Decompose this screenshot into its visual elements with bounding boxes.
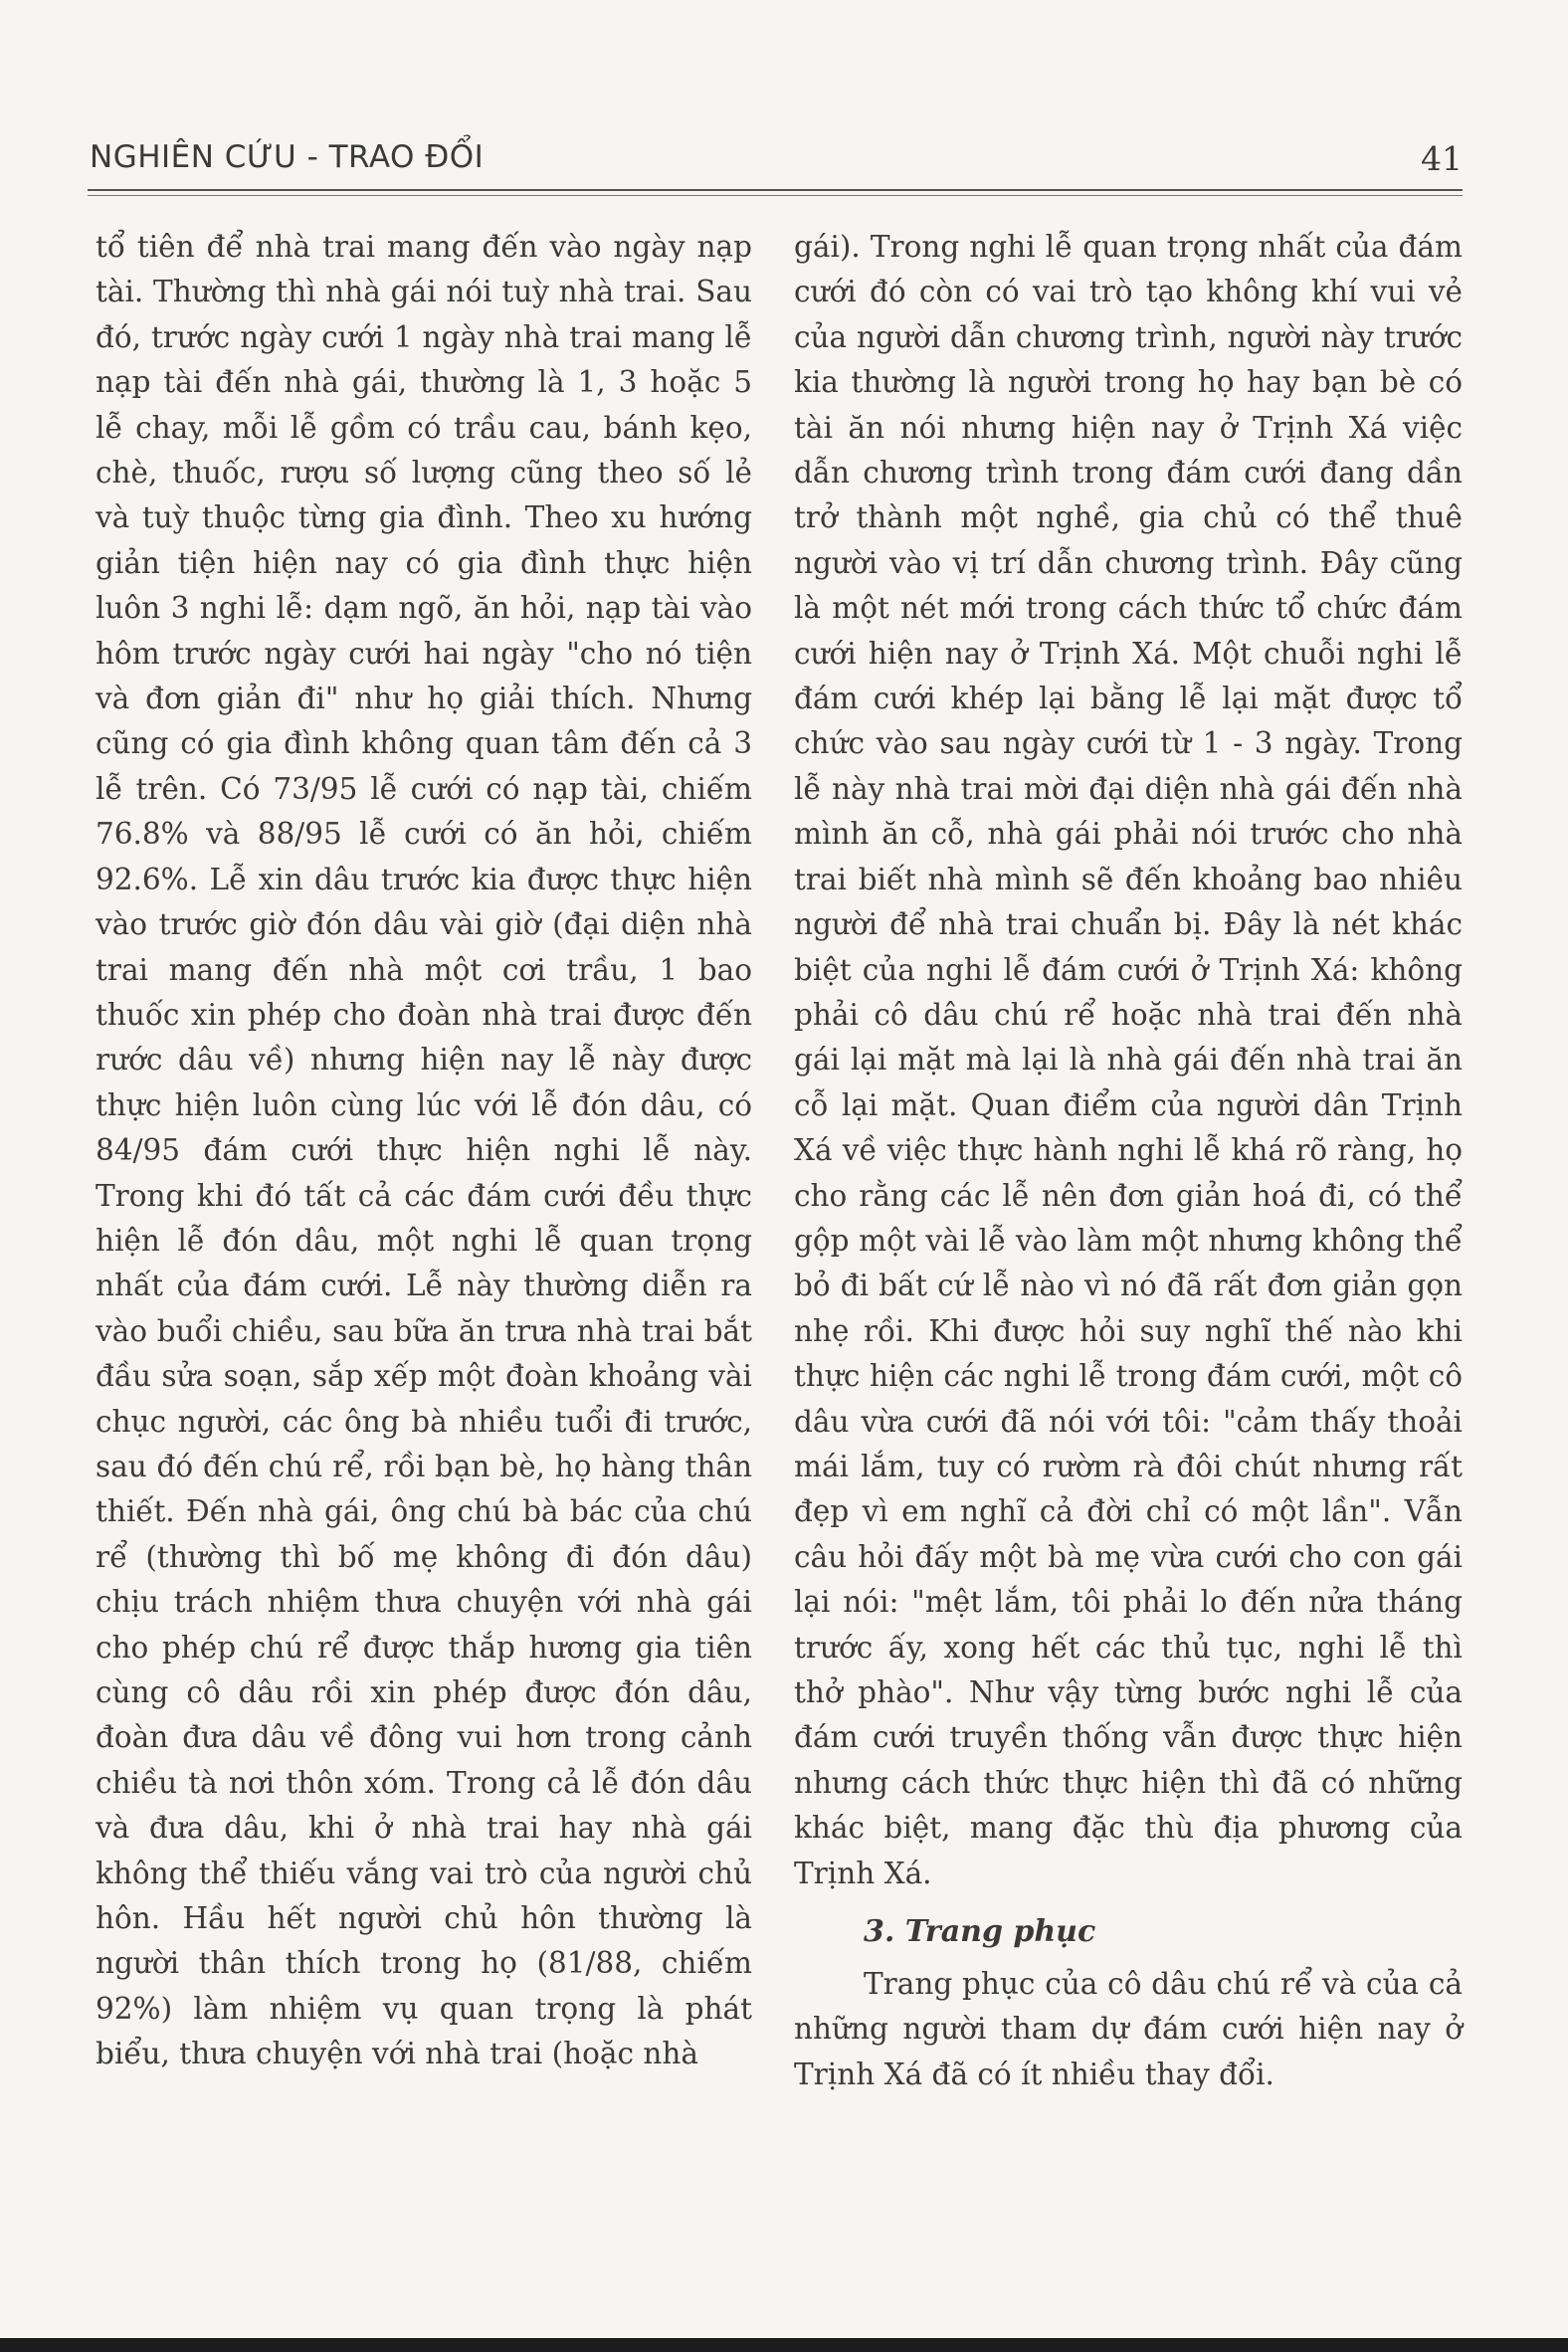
page-header [90, 139, 1463, 187]
left-column-paragraph: tổ tiên để nhà trai mang đến vào ngày nạp tài. Thường thì nhà gái nói tuỳ nhà trai. Sau đó, trước ngày cưới 1 ngày nhà trai mang lễ nạp tài đến nhà gái, thường là 1, 3 hoặc 5 lễ chay, mỗi lễ gồm có trầu cau, bánh kẹo, chè, thuốc, rượu số lượng cũng theo số lẻ và tuỳ thuộc từng gia đình. Theo xu hướng giản tiện hiện nay có gia đình thực hiện luôn 3 nghi lễ: dạm ngõ, ăn hỏi, nạp tài vào hôm trước ngày cưới hai ngày "cho nó tiện và đơn giản đi" như họ giải thích. Nhưng cũng có gia đình không quan tâm đến cả 3 lễ trên. Có 73/95 lễ cưới có nạp tài, chiếm 76.8% và 88/95 lễ cưới có ăn hỏi, chiếm 92.6%. Lễ xin dâu trước kia được thực hiện vào trước giờ đón dâu vài giờ (đại diện nhà trai mang đến nhà một cơi trầu, 1 bao thuốc xin phép cho đoàn nhà trai được đến rước dâu về) nhưng hiện nay lễ này được thực hiện luôn cùng lúc với lễ đón dâu, có 84/95 đám cưới thực hiện nghi lễ này. Trong khi đó tất cả các đám cưới đều thực hiện lễ đón dâu, một nghi lễ quan trọng nhất của đám cưới. Lễ này thường diễn ra vào buổi chiều, sau bữa ăn trưa nhà trai bắt đầu sửa soạn, sắp xếp một đoàn khoảng vài chục người, các ông bà nhiều tuổi đi trước, sau đó đến chú rể, rồi bạn bè, họ hàng thân thiết. Đến nhà gái, ông chú bà bác của chú rể (thường thì bố mẹ không đi đón dâu) chịu trách nhiệm thưa chuyện với nhà gái cho phép chú rể được thắp hương gia tiên cùng cô dâu rồi xin phép được đón dâu, đoàn đưa dâu về đông vui hơn trong cảnh chiều tà nơi thôn xóm. Trong cả lễ đón dâu và đưa dâu, khi ở nhà trai hay nhà gái không thể thiếu vắng vai trò của người chủ hôn. Hầu hết người chủ hôn thường là người thân thích trong họ (81/88, chiếm 92%) làm nhiệm vụ quan trọng là phát biểu, thưa chuyện với nhà trai (hoặc nhà [96, 230, 752, 2071]
right-column-paragraph: gái). Trong nghi lễ quan trọng nhất của đám cưới đó còn có vai trò tạo không khí vui vẻ của người dẫn chương trình, người này trước kia thường là người trong họ hay bạn bè có tài ăn nói nhưng hiện nay ở Trịnh Xá việc dẫn chương trình trong đám cưới đang dần trở thành một nghề, gia chủ có thể thuê người vào vị trí dẫn chương trình. Đây cũng là một nét mới trong cách thức tổ chức đám cưới hiện nay ở Trịnh Xá. Một chuỗi nghi lễ đám cưới khép lại bằng lễ lại mặt được tổ chức vào sau ngày cưới từ 1 - 3 ngày. Trong lễ này nhà trai mời đại diện nhà gái đến nhà mình ăn cỗ, nhà gái phải nói trước cho nhà trai biết nhà mình sẽ đến khoảng bao nhiêu người để nhà trai chuẩn bị. Đây là nét khác biệt của nghi lễ đám cưới ở Trịnh Xá: không phải cô dâu chú rể hoặc nhà trai đến nhà gái lại mặt mà lại là nhà gái đến nhà trai ăn cỗ lại mặt. Quan điểm của người dân Trịnh Xá về việc thực hành nghi lễ khá rõ ràng, họ cho rằng các lễ nên đơn giản hoá đi, có thể gộp một vài lễ vào làm một nhưng không thể bỏ đi bất cứ lễ nào vì nó đã rất đơn giản gọn nhẹ rồi. Khi được hỏi suy nghĩ thế nào khi thực hiện các nghi lễ trong đám cưới, một cô dâu vừa cưới đã nói với tôi: "cảm thấy thoải mái lắm, tuy có rườm rà đôi chút nhưng rất đẹp vì em nghĩ cả đời chỉ có một lần". Vẫn câu hỏi đấy một bà mẹ vừa cưới cho con gái lại nói: "mệt lắm, tôi phải lo đến nửa tháng trước ấy, xong hết các thủ tục, nghi lễ thì thở phào". Như vậy từng bước nghi lễ của đám cưới truyền thống vẫn được thực hiện nhưng cách thức thực hiện thì đã có những khác biệt, mang đặc thù địa phương của Trịnh Xá. [794, 230, 1463, 1890]
section-heading: 3. Trang phục [864, 1914, 1096, 1950]
right-column [794, 225, 1463, 2097]
header-rule-thick [88, 189, 1463, 191]
page-number: 41 [1421, 139, 1463, 178]
header-rule-thin [88, 195, 1463, 196]
scan-bottom-edge [0, 2338, 1568, 2352]
left-column [96, 225, 752, 2077]
section-paragraph: Trang phục của cô dâu chú rể và của cả những người tham dự đám cưới hiện nay ở Trịnh Xá đã có ít nhiều thay đổi. [794, 1967, 1463, 2091]
running-title: NGHIÊN CỨU - TRAO ĐỔI [90, 139, 485, 175]
